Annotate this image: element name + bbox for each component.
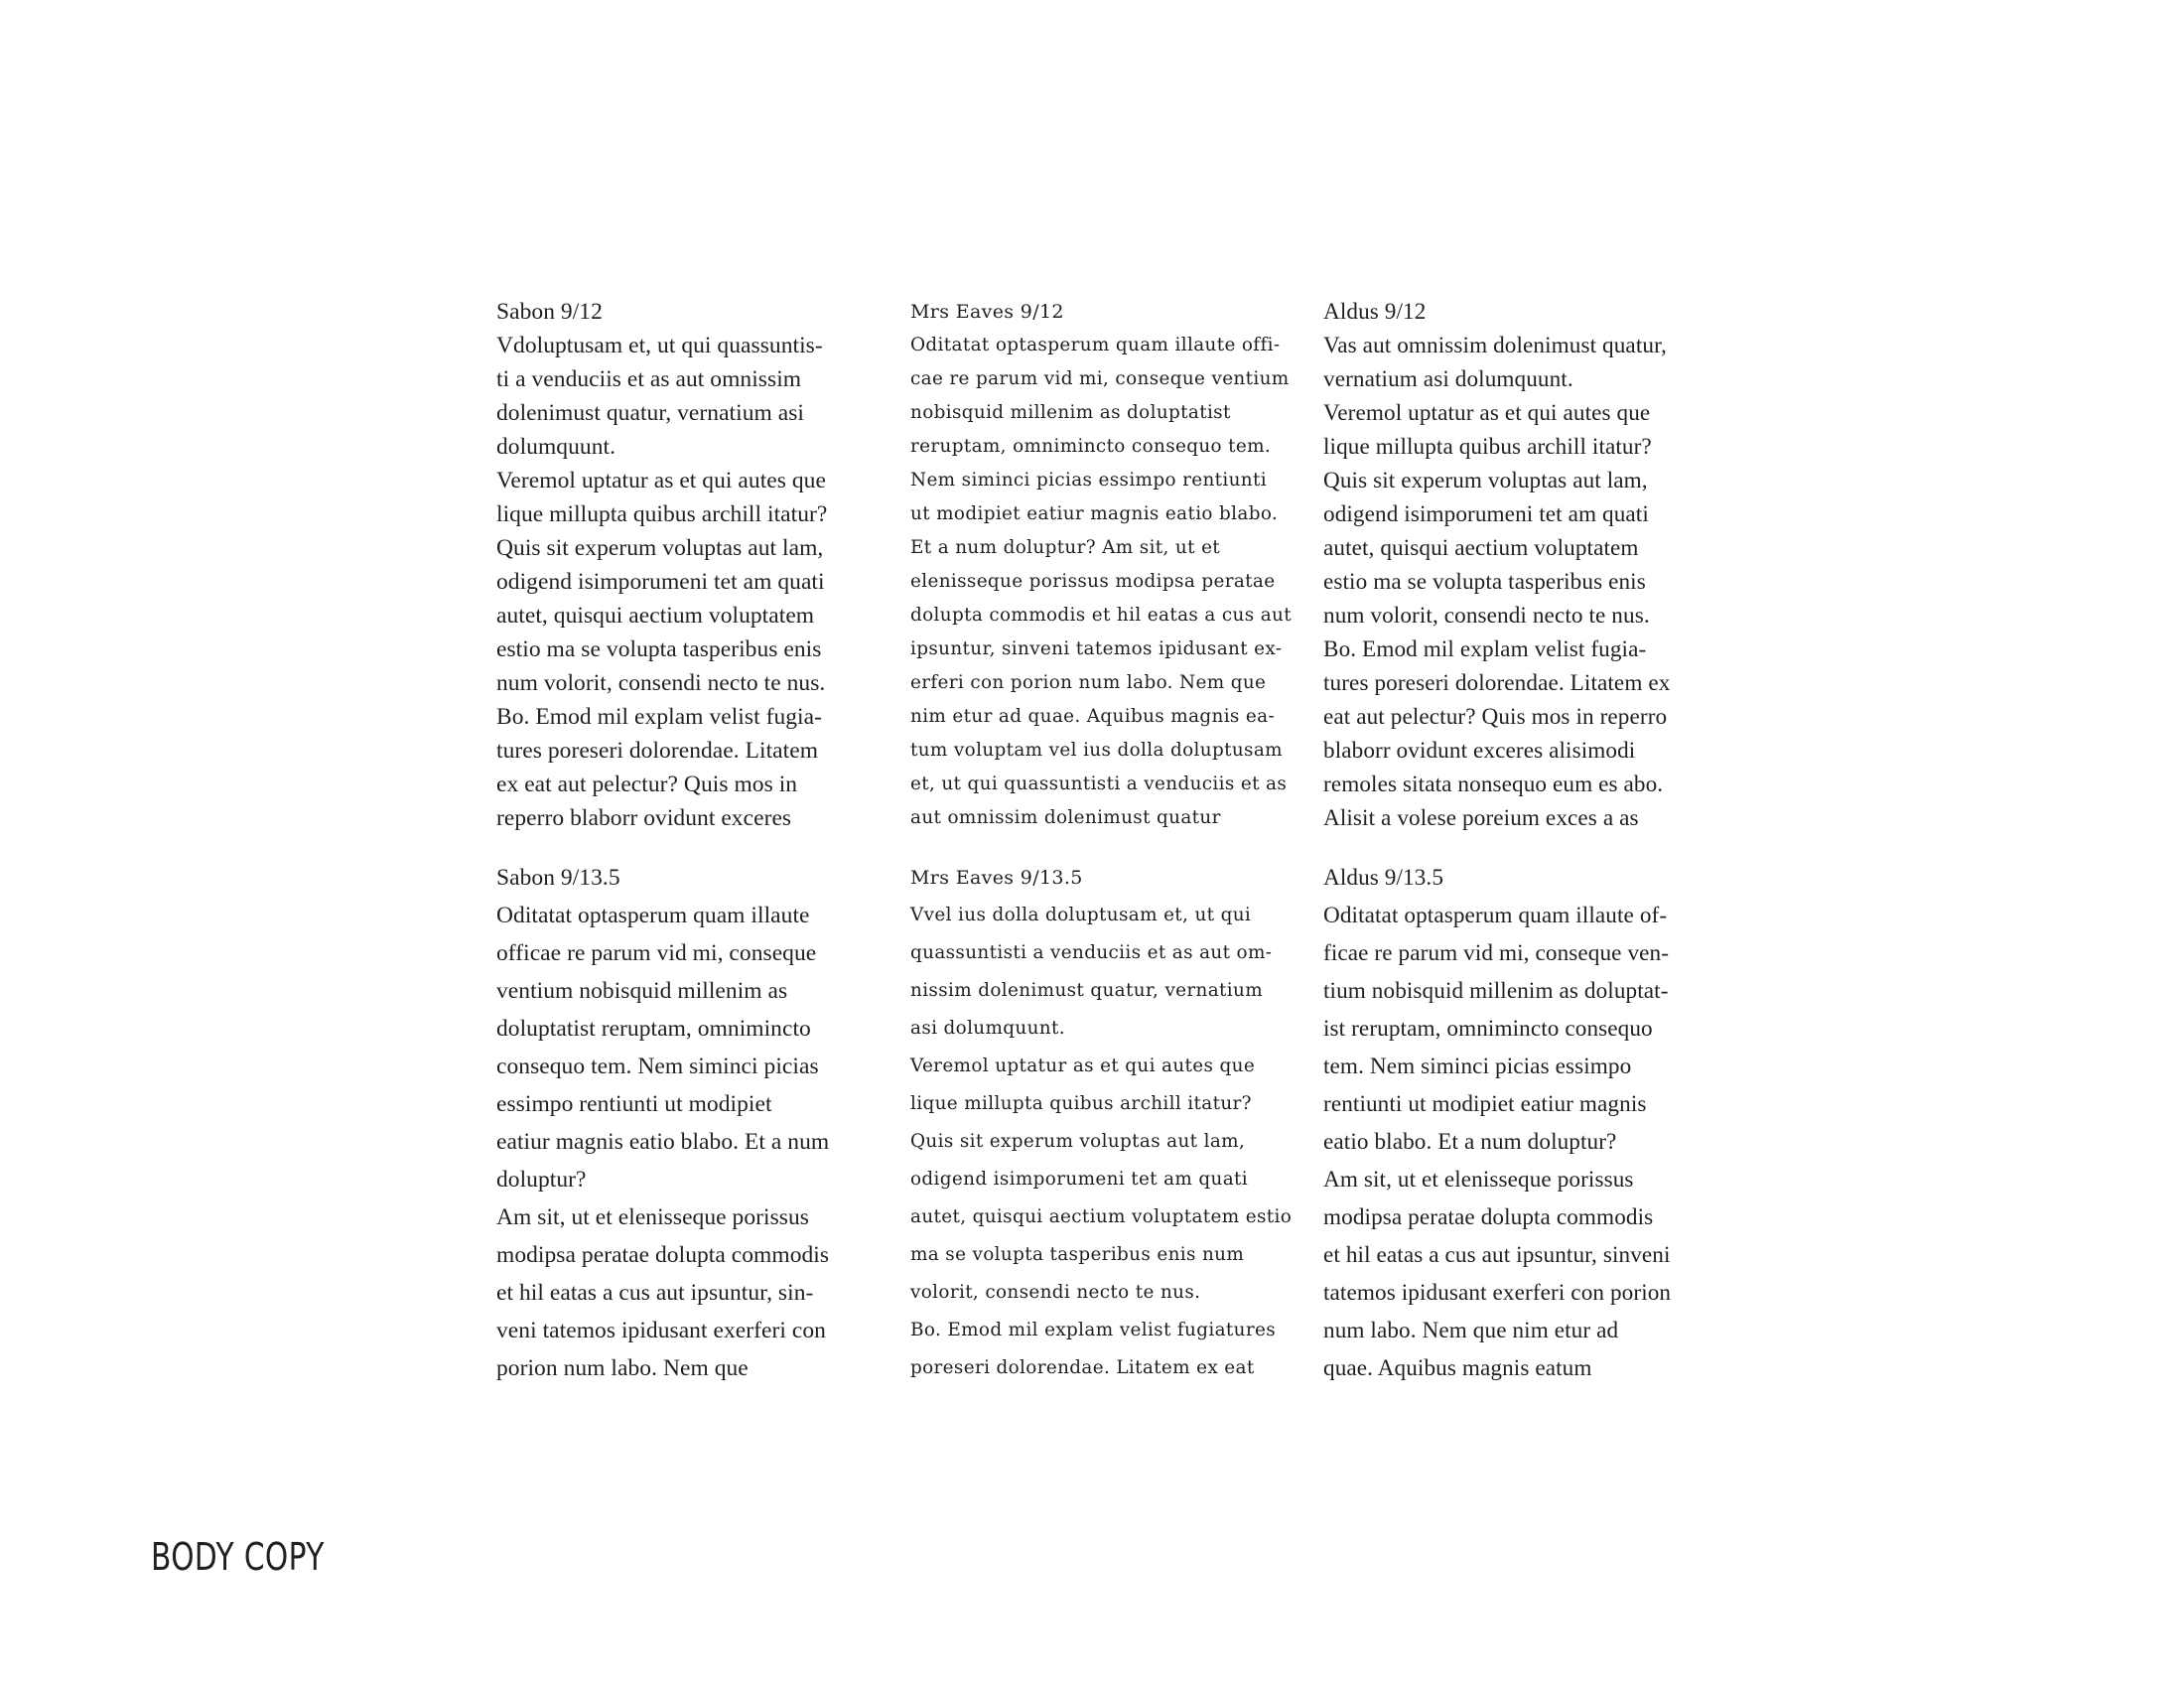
text-line: odigend isimporumeni tet am quati: [910, 1169, 1249, 1190]
text-line: autet, quisqui aectium voluptatem: [1323, 535, 1639, 561]
text-line: quae. Aquibus magnis eatum: [1323, 1355, 1592, 1381]
sample-body: [910, 329, 1307, 835]
sample-mrs-eaves-9-13-5: [910, 859, 1307, 1387]
sample-body: [1323, 329, 1720, 835]
text-line: porion num labo. Nem que: [496, 1355, 749, 1381]
text-line: num labo. Nem que nim etur ad: [1323, 1318, 1619, 1343]
text-line: et hil eatas a cus aut ipsuntur, sin-: [496, 1280, 814, 1306]
text-line: rentiunti ut modipiet eatiur magnis: [1323, 1091, 1647, 1117]
text-line: ex eat aut pelectur? Quis mos in: [496, 772, 798, 797]
text-line: tures poreseri dolorendae. Litatem: [496, 738, 819, 764]
text-line: blaborr ovidunt exceres alisimodi: [1323, 738, 1636, 764]
text-line: lique millupta quibus archill itatur?: [496, 501, 828, 527]
text-line: Vas aut omnissim dolenimust quatur,: [1323, 333, 1667, 358]
sample-aldus-9-13-5: [1323, 859, 1720, 1387]
text-line: tium nobisquid millenim as doluptat-: [1323, 978, 1669, 1004]
text-line: reruptam, omnimincto consequo tem.: [910, 436, 1272, 457]
text-line: consequo tem. Nem siminci picias: [496, 1054, 819, 1079]
text-line: Quis sit experum voluptas aut lam,: [910, 1131, 1246, 1152]
text-line: modipsa peratae dolupta commodis: [496, 1242, 830, 1268]
text-line: Nem siminci picias essimpo rentiunti: [910, 470, 1267, 491]
page-section-title: BODY COPY: [151, 1535, 325, 1579]
text-line: Vdoluptusam et, ut qui quassuntis-: [496, 333, 823, 358]
sample-body: [496, 897, 893, 1387]
text-line: ipsuntur, sinveni tatemos ipidusant ex-: [910, 638, 1283, 659]
text-line: estio ma se volupta tasperibus enis: [1323, 569, 1646, 595]
text-line: doluptur?: [496, 1167, 587, 1193]
text-line: asi dolumquunt.: [910, 1018, 1065, 1039]
text-line: doluptatist reruptam, omnimincto: [496, 1016, 811, 1042]
text-line: lique millupta quibus archill itatur?: [1323, 434, 1652, 460]
sample-body: [496, 329, 893, 835]
text-line: Quis sit experum voluptas aut lam,: [1323, 468, 1648, 493]
text-line: Veremol uptatur as et qui autes que: [1323, 400, 1651, 426]
sample-label: Sabon 9/13.5: [496, 865, 620, 891]
text-line: reperro blaborr ovidunt exceres: [496, 805, 792, 831]
text-line: cae re parum vid mi, conseque ventium: [910, 368, 1290, 389]
text-line: Vvel ius dolla doluptusam et, ut qui: [910, 905, 1252, 925]
text-line: modipsa peratae dolupta commodis: [1323, 1204, 1654, 1230]
text-line: Am sit, ut et elenisseque porissus: [496, 1204, 810, 1230]
text-line: ist reruptam, omnimincto consequo: [1323, 1016, 1653, 1042]
text-line: num volorit, consendi necto te nus.: [496, 670, 826, 696]
text-line: officae re parum vid mi, conseque: [496, 940, 817, 966]
text-line: autet, quisqui aectium voluptatem: [496, 603, 815, 629]
text-line: quassuntisti a venduciis et as aut om-: [910, 942, 1273, 963]
text-line: et hil eatas a cus aut ipsuntur, sinveni: [1323, 1242, 1671, 1268]
text-line: tum voluptam vel ius dolla doluptusam: [910, 740, 1283, 761]
text-line: nim etur ad quae. Aquibus magnis ea-: [910, 706, 1276, 727]
text-line: Quis sit experum voluptas aut lam,: [496, 535, 824, 561]
text-line: Bo. Emod mil explam velist fugiatures: [910, 1320, 1276, 1340]
text-line: ficae re parum vid mi, conseque ven-: [1323, 940, 1670, 966]
text-line: Veremol uptatur as et qui autes que: [910, 1055, 1256, 1076]
text-line: ventium nobisquid millenim as: [496, 978, 788, 1004]
sample-label: Mrs Eaves 9/13.5: [910, 867, 1083, 889]
text-line: Oditatat optasperum quam illaute of-: [1323, 903, 1668, 928]
text-line: eatiur magnis eatio blabo. Et a num: [496, 1129, 830, 1155]
text-line: ut modipiet eatiur magnis eatio blabo.: [910, 503, 1279, 524]
text-line: autet, quisqui aectium voluptatem estio: [910, 1206, 1293, 1227]
text-line: elenisseque porissus modipsa peratae: [910, 571, 1276, 592]
text-line: Et a num doluptur? Am sit, ut et: [910, 537, 1221, 558]
sample-body: [1323, 897, 1720, 1387]
text-line: Bo. Emod mil explam velist fugia-: [496, 704, 822, 730]
text-line: Bo. Emod mil explam velist fugia-: [1323, 636, 1647, 662]
text-line: estio ma se volupta tasperibus enis: [496, 636, 822, 662]
text-line: ti a venduciis et as aut omnissim: [496, 366, 802, 392]
sample-sabon-9-12: [496, 295, 893, 835]
text-line: essimpo rentiunti ut modipiet: [496, 1091, 772, 1117]
text-line: odigend isimporumeni tet am quati: [1323, 501, 1649, 527]
text-line: Alisit a volese poreium exces a as: [1323, 805, 1639, 831]
text-line: veni tatemos ipidusant exerferi con: [496, 1318, 826, 1343]
text-line: poreseri dolorendae. Litatem ex eat: [910, 1357, 1255, 1378]
text-line: tem. Nem siminci picias essimpo: [1323, 1054, 1632, 1079]
text-line: num volorit, consendi necto te nus.: [1323, 603, 1650, 629]
sample-label: Mrs Eaves 9/12: [910, 301, 1064, 323]
text-line: vernatium asi dolumquunt.: [1323, 366, 1573, 392]
text-line: Oditatat optasperum quam illaute: [496, 903, 810, 928]
sample-body: [910, 897, 1307, 1387]
text-line: et, ut qui quassuntisti a venduciis et as: [910, 774, 1288, 794]
text-line: dolumquunt.: [496, 434, 616, 460]
text-line: nobisquid millenim as doluptatist: [910, 402, 1231, 423]
text-line: Oditatat optasperum quam illaute offi-: [910, 335, 1281, 355]
text-line: ma se volupta tasperibus enis num: [910, 1244, 1245, 1265]
text-line: dolupta commodis et hil eatas a cus aut: [910, 605, 1292, 626]
text-line: Veremol uptatur as et qui autes que: [496, 468, 826, 493]
text-line: eat aut pelectur? Quis mos in reperro: [1323, 704, 1668, 730]
text-line: tures poreseri dolorendae. Litatem ex: [1323, 670, 1671, 696]
text-line: odigend isimporumeni tet am quati: [496, 569, 825, 595]
sample-sabon-9-13-5: [496, 859, 893, 1387]
sample-label: Aldus 9/12: [1323, 299, 1427, 325]
text-line: eatio blabo. Et a num doluptur?: [1323, 1129, 1617, 1155]
text-line: Am sit, ut et elenisseque porissus: [1323, 1167, 1634, 1193]
text-line: lique millupta quibus archill itatur?: [910, 1093, 1252, 1114]
sample-aldus-9-12: [1323, 295, 1720, 835]
text-line: volorit, consendi necto te nus.: [910, 1282, 1201, 1303]
text-line: tatemos ipidusant exerferi con porion: [1323, 1280, 1672, 1306]
sample-label: Aldus 9/13.5: [1323, 865, 1444, 891]
sample-mrs-eaves-9-12: [910, 295, 1307, 835]
text-line: nissim dolenimust quatur, vernatium: [910, 980, 1264, 1001]
text-line: erferi con porion num labo. Nem que: [910, 672, 1267, 693]
text-line: aut omnissim dolenimust quatur: [910, 807, 1221, 828]
sample-label: Sabon 9/12: [496, 299, 603, 325]
text-line: dolenimust quatur, vernatium asi: [496, 400, 805, 426]
text-line: remoles sitata nonsequo eum es abo.: [1323, 772, 1664, 797]
